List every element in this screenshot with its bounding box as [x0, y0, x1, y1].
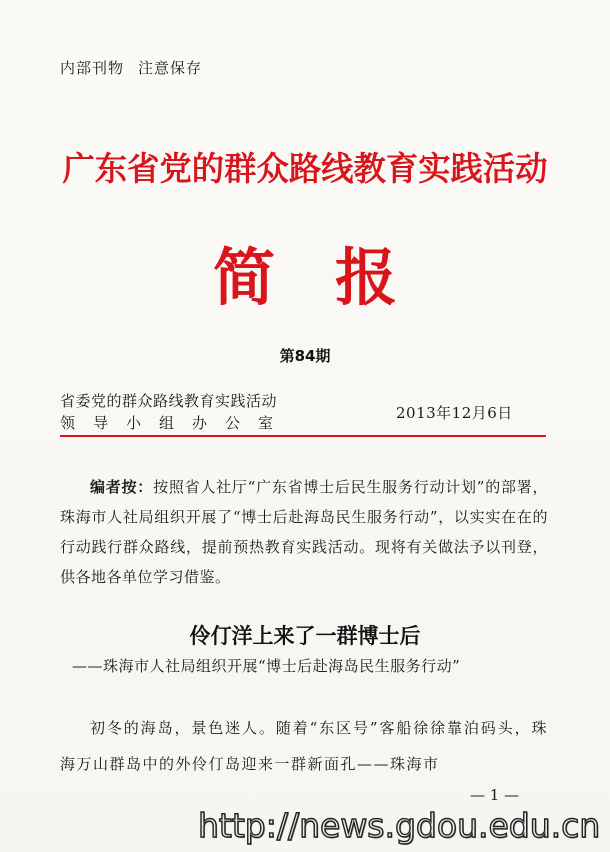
article-subtitle: ——珠海市人社局组织开展“博士后赴海岛民生服务行动” [72, 657, 461, 675]
internal-publication-label [60, 57, 202, 78]
editor-note-label: 编者按： [90, 478, 154, 496]
masthead-title: 广东省党的群众路线教育实践活动 [62, 149, 548, 188]
page-number: — 1 — [470, 786, 520, 804]
website-watermark: http://news.gdou.edu.cn [198, 806, 601, 845]
article-title: 伶仃洋上来了一群博士后 [189, 624, 421, 648]
editor-note-text: 按照省人社厅“广东省博士后民生服务行动计划”的部署，珠海市人社局组织开展了“博士后赴海岛民生服务行动”，以实实在在的行动践行群众路线，提前预热教育实践活动。现将有关做法予以刊登，供各地各单位学习借鉴。 [60, 478, 548, 586]
org-line-1: 省委党的群众路线教育实践活动 [60, 392, 278, 410]
confidential-label: 注意保存 [138, 59, 203, 77]
editor-note [60, 472, 548, 592]
org-line-2: 领导小组办公室 [60, 414, 292, 432]
issuing-organization [60, 390, 291, 434]
article-body: 初冬的海岛，景色迷人。随着“东区号”客船徐徐靠泊码头，珠海万山群岛中的外伶仃岛迎来一群新面孔——珠海市 [60, 719, 548, 773]
red-divider-line [60, 435, 546, 437]
issue-number: 第84期 [279, 347, 331, 365]
issue-date: 2013年12月6日 [396, 404, 513, 422]
briefing-title: 简报 [212, 241, 457, 314]
internal-label: 内部刊物 [60, 59, 125, 77]
